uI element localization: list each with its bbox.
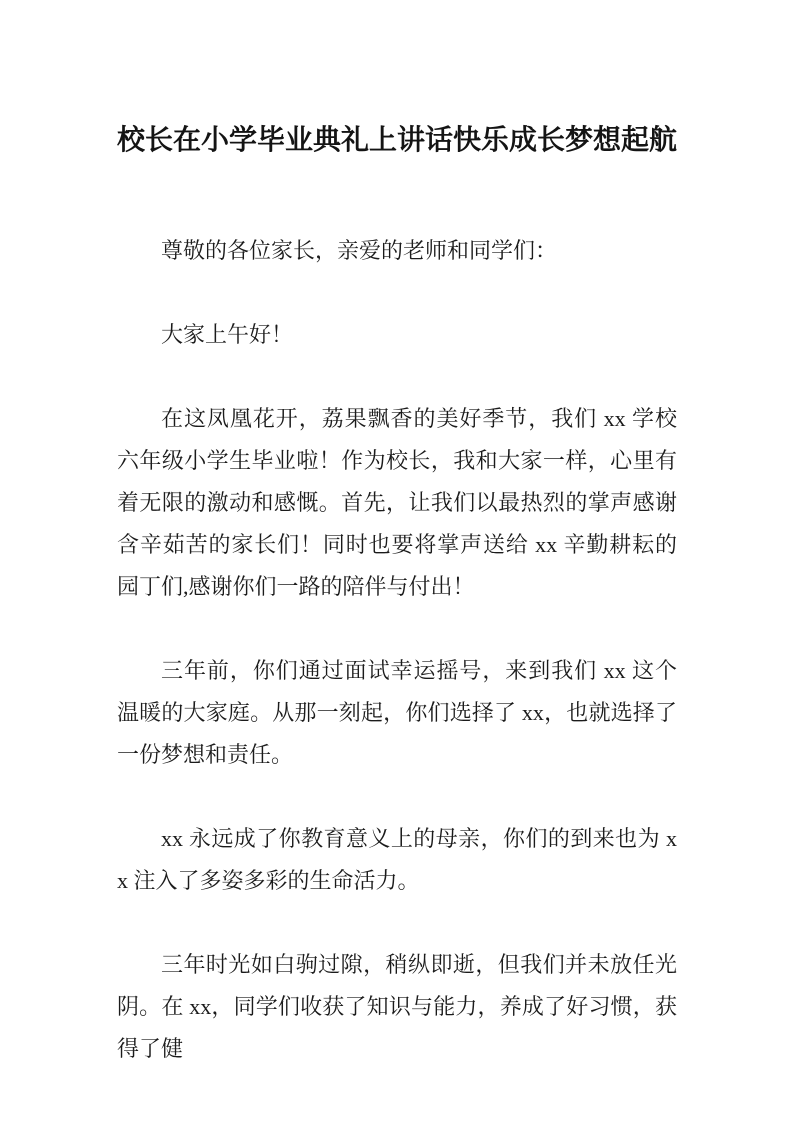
body-paragraph: 在这凤凰花开，荔果飘香的美好季节，我们 xx 学校六年级小学生毕业啦！作为校长，我和大家一样，心里有着无限的激动和感慨。首先，让我们以最热烈的掌声感谢含辛茹苦的家长们！同时也要将掌声送给 xx 辛勤耕耘的园丁们,感谢你们一路的陪伴与付出！ — [117, 406, 677, 599]
document-title: 校长在小学毕业典礼上讲话快乐成长梦想起航 — [117, 125, 678, 156]
greeting-paragraph: 大家上午好！ — [161, 322, 294, 347]
body-paragraph: 三年前，你们通过面试幸运摇号，来到我们 xx 这个温暖的大家庭。从那一刻起，你们选择了 xx，也就选择了一份梦想和责任。 — [117, 658, 677, 767]
body-paragraph: xx 永远成了你教育意义上的母亲，你们的到来也为 xx 注入了多姿多彩的生命活力。 — [117, 826, 677, 893]
document-body — [117, 230, 677, 1070]
body-paragraph-truncated: 三年时光如白驹过隙，稍纵即逝，但我们并未放任光阴。在 xx，同学们收获了知识与能力，养成了好习惯，获得了健 — [117, 952, 677, 1061]
salutation-paragraph: 尊敬的各位家长，亲爱的老师和同学们： — [161, 238, 558, 263]
